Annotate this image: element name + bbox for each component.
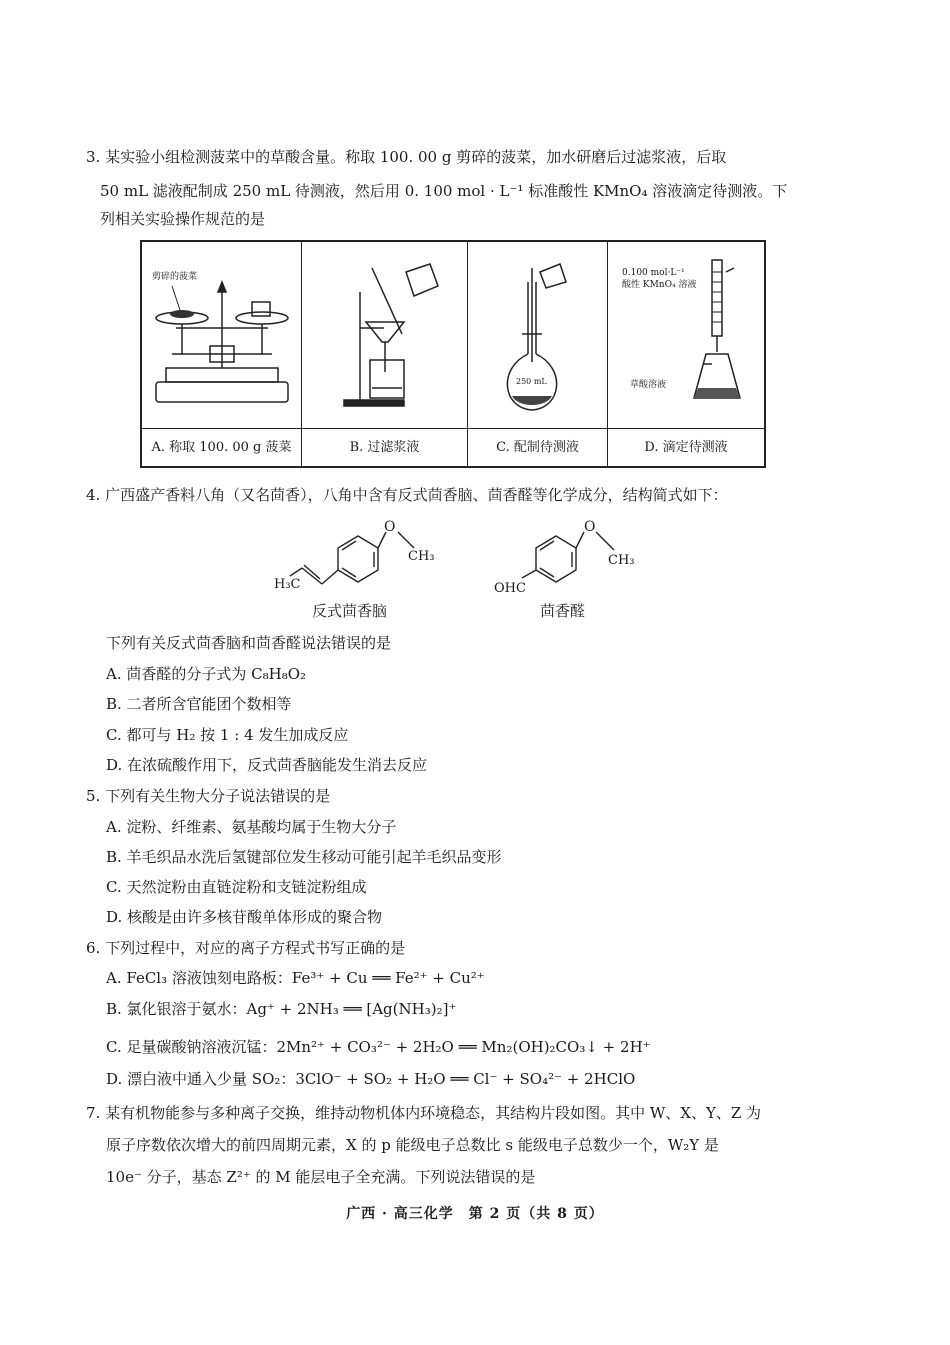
analyte-label: 草酸溶液 [630,380,667,390]
volumetric-flask-illustration [468,242,608,428]
q7-stem-line1: 7. 某有机物能参与多种离子交换，维持动物机体内环境稳态，其结构片段如图。其中 W、X、Y、Z 为 [86,1104,762,1122]
cell-a [142,242,302,466]
q4-option-d: D. 在浓硫酸作用下，反式茴香脑能发生消去反应 [106,756,428,774]
balance-illustration [142,242,302,428]
caption-c: C. 配制待测液 [468,428,607,467]
q5-option-c: C. 天然淀粉由直链淀粉和支链淀粉组成 [106,878,367,896]
q3-stem-line3: 列相关实验操作规范的是 [100,210,266,228]
anisaldehyde-ch3: CH₃ [608,553,635,568]
q5-option-a: A. 淀粉、纤维素、氨基酸均属于生物大分子 [106,818,397,836]
q6-option-d: D. 漂白液中通入少量 SO₂：3ClO⁻ + SO₂ + H₂O ══ Cl⁻ + SO₄²⁻ + 2HClO [106,1070,636,1088]
anisaldehyde-ohc: OHC [494,581,526,596]
q5-option-b: B. 羊毛织品水洗后氢键部位发生移动可能引起羊毛织品变形 [106,848,502,866]
q4-question: 下列有关反式茴香脑和茴香醛说法错误的是 [106,634,392,652]
titrant-name-label: 酸性 KMnO₄ 溶液 [622,280,697,290]
page-footer: 广西 · 高三化学 第 2 页（共 8 页） [346,1206,604,1222]
anethole-h3c: H₃C [274,577,301,592]
anethole-ch3: CH₃ [408,549,435,564]
q4-option-a: A. 茴香醛的分子式为 C₈H₈O₂ [106,665,307,683]
apparatus-table [140,240,766,468]
q6-stem: 6. 下列过程中，对应的离子方程式书写正确的是 [86,939,406,957]
q6-option-a: A. FeCl₃ 溶液蚀刻电路板：Fe³⁺ + Cu ══ Fe²⁺ + Cu²⁺ [106,969,485,987]
q6-option-c: C. 足量碳酸钠溶液沉锰：2Mn²⁺ + CO₃²⁻ + 2H₂O ══ Mn₂(OH)₂CO₃↓ + 2H⁺ [106,1038,651,1056]
anisaldehyde-o: O [584,519,596,535]
q7-stem-line2: 原子序数依次增大的前四周期元素，X 的 p 能级电子总数比 s 能级电子总数少一个，W₂Y 是 [106,1136,719,1154]
caption-b: B. 过滤浆液 [302,428,467,467]
cell-b [302,242,468,466]
q5-option-d: D. 核酸是由许多核苷酸单体形成的聚合物 [106,908,383,926]
anisaldehyde-name: 茴香醛 [540,602,586,620]
q4-option-b: B. 二者所含官能团个数相等 [106,695,292,713]
q4-option-c: C. 都可与 H₂ 按 1 : 4 发生加成反应 [106,726,349,744]
anethole-o: O [384,519,396,535]
q7-stem-line3: 10e⁻ 分子，基态 Z²⁺ 的 M 能层电子全充满。下列说法错误的是 [106,1168,536,1186]
titrant-conc-label: 0.100 mol·L⁻¹ [622,268,685,278]
cell-d [608,242,764,466]
label-spinach: 剪碎的菠菜 [152,272,198,282]
filtration-illustration [302,242,468,428]
q5-stem: 5. 下列有关生物大分子说法错误的是 [86,787,331,805]
caption-d: D. 滴定待测液 [608,428,764,467]
q6-option-b: B. 氯化银溶于氨水：Ag⁺ + 2NH₃ ══ [Ag(NH₃)₂]⁺ [106,1000,457,1018]
q3-stem-line2: 50 mL 滤液配制成 250 mL 待测液，然后用 0. 100 mol · L⁻¹ 标准酸性 KMnO₄ 溶液滴定待测液。下 [100,182,788,200]
q4-stem: 4. 广西盛产香料八角（又名茴香），八角中含有反式茴香脑、茴香醛等化学成分，结构简式如下： [86,486,728,504]
anethole-name: 反式茴香脑 [312,602,388,620]
q3-stem-line1: 3. 某实验小组检测菠菜中的草酸含量。称取 100. 00 g 剪碎的菠菜，加水研磨后过滤浆液，后取 [86,148,727,166]
cell-c [468,242,608,466]
flask-volume-label: 250 mL [516,377,547,386]
caption-a: A. 称取 100. 00 g 菠菜 [142,428,301,467]
